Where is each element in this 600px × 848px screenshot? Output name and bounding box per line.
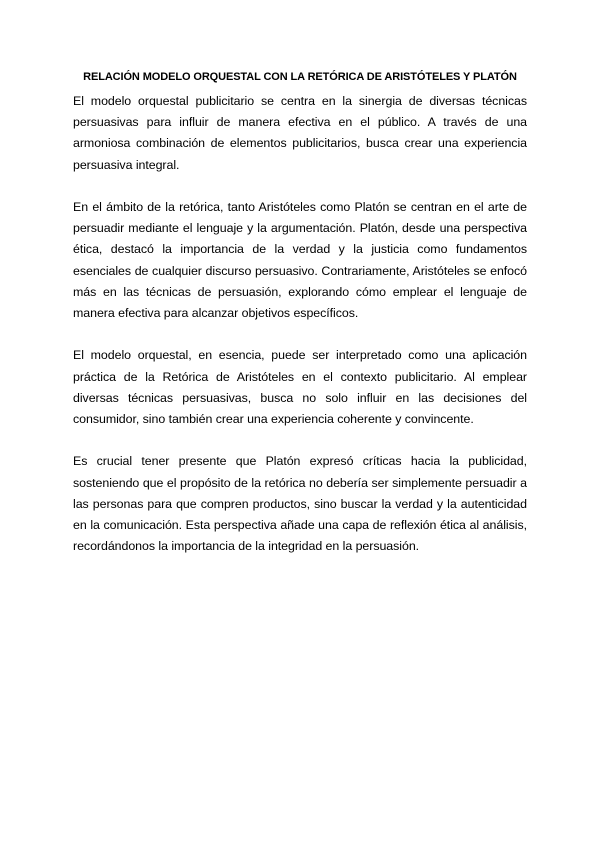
document-title: RELACIÓN MODELO ORQUESTAL CON LA RETÓRICA DE ARISTÓTELES Y PLATÓN (83, 71, 517, 83)
paragraph-4: Es crucial tener presente que Platón expresó críticas hacia la publicidad, sosteniendo que el propósito de la retórica no debería ser simplemente persuadir a las personas para que compren productos, sino buscar la verdad y la autenticidad en la comunicación. Esta perspectiva añade una capa de reflexión ética al análisis, recordándonos la importancia de la integridad en la persuasión. (73, 454, 527, 554)
paragraph-3: El modelo orquestal, en esencia, puede ser interpretado como una aplicación práctica de la Retórica de Aristóteles en el contexto publicitario. Al emplear diversas técnicas persuasivas, busca no solo influir en las decisiones del consumidor, sino también crear una experiencia coherente y convincente. (73, 348, 527, 427)
document-page (73, 70, 527, 579)
paragraph-2: En el ámbito de la retórica, tanto Aristóteles como Platón se centran en el arte de persuadir mediante el lenguaje y la argumentación. Platón, desde una perspectiva ética, destacó la importancia de la verdad y la justicia como fundamentos esenciales de cualquier discurso persuasivo. Contrariamente, Aristóteles se enfocó más en las técnicas de persuasión, explorando cómo emplear el lenguaje de manera efectiva para alcanzar objetivos específicos. (73, 200, 527, 321)
paragraph-1: El modelo orquestal publicitario se centra en la sinergia de diversas técnicas persuasivas para influir de manera efectiva en el público. A través de una armoniosa combinación de elementos publicitarios, busca crear una experiencia persuasiva integral. (73, 94, 527, 172)
